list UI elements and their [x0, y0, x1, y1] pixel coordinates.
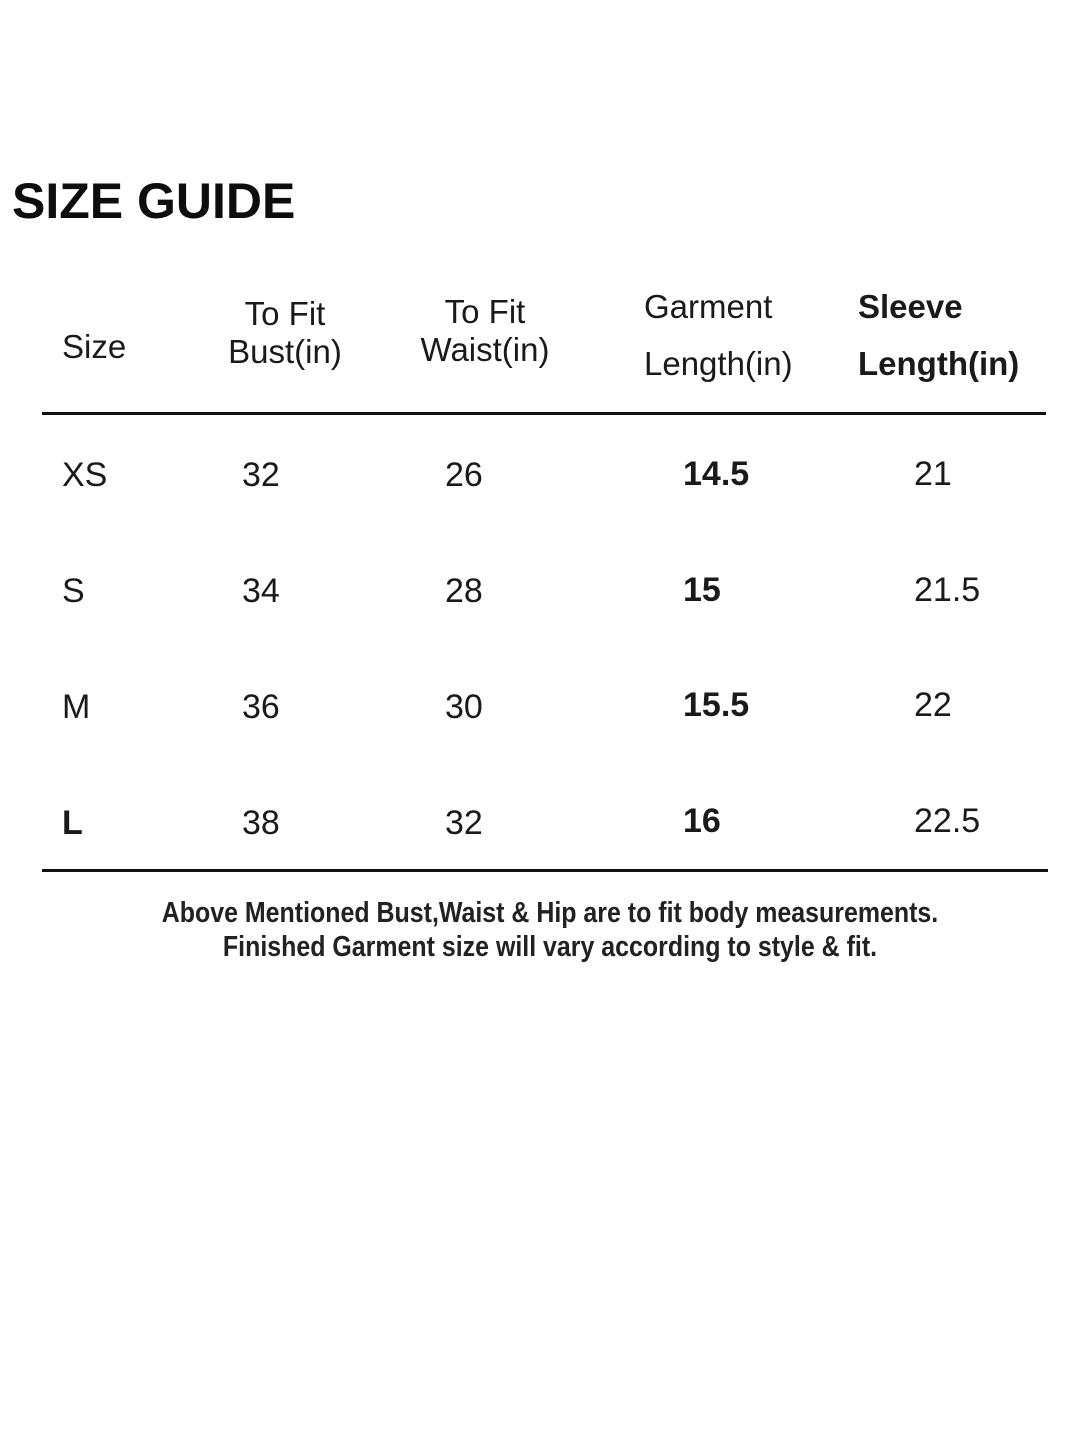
row-s-sleeve-length: 21.5: [914, 571, 981, 609]
row-m-garment-length: 15.5: [683, 686, 750, 724]
row-s-garment-length: 15: [683, 571, 721, 609]
header-bust: [214, 295, 356, 371]
header-sleeve-line-2: Length(in): [858, 345, 1020, 382]
row-m-waist: 30: [445, 688, 483, 726]
table-bottom-divider: [42, 869, 1048, 872]
header-bust-line-2: Bust(in): [228, 333, 342, 370]
note-garment-size: Finished Garment size will vary according to style & fit.: [222, 931, 878, 963]
row-m-sleeve-length: 22: [914, 686, 952, 724]
row-s-size: S: [62, 572, 85, 610]
row-m-bust: 36: [242, 688, 280, 726]
header-waist-line-2: Waist(in): [420, 331, 550, 368]
row-s-waist: 28: [445, 572, 483, 610]
header-divider: [42, 412, 1046, 415]
row-m-size: M: [62, 688, 91, 726]
header-garment-length: [644, 278, 793, 392]
row-l-size: L: [62, 804, 83, 842]
header-waist-line-1: To Fit: [444, 293, 526, 330]
note-measurements: Above Mentioned Bust,Waist & Hip are to fit body measurements.: [161, 897, 939, 929]
header-sleeve-line-1: Sleeve: [858, 288, 963, 325]
row-l-sleeve-length: 22.5: [914, 802, 981, 840]
header-sleeve-length: [858, 278, 1019, 392]
page-title: SIZE GUIDE: [12, 173, 296, 229]
row-l-waist: 32: [445, 804, 483, 842]
row-l-garment-length: 16: [683, 802, 721, 840]
row-xs-sleeve-length: 21: [914, 455, 952, 493]
header-garment-line-2: Length(in): [644, 345, 793, 382]
row-xs-bust: 32: [242, 456, 280, 494]
row-xs-garment-length: 14.5: [683, 455, 750, 493]
row-s-bust: 34: [242, 572, 280, 610]
row-l-bust: 38: [242, 804, 280, 842]
header-size: Size: [62, 328, 127, 365]
row-xs-size: XS: [62, 456, 108, 494]
header-bust-line-1: To Fit: [244, 295, 326, 332]
header-waist: [408, 293, 562, 369]
header-garment-line-1: Garment: [644, 288, 773, 325]
row-xs-waist: 26: [445, 456, 483, 494]
